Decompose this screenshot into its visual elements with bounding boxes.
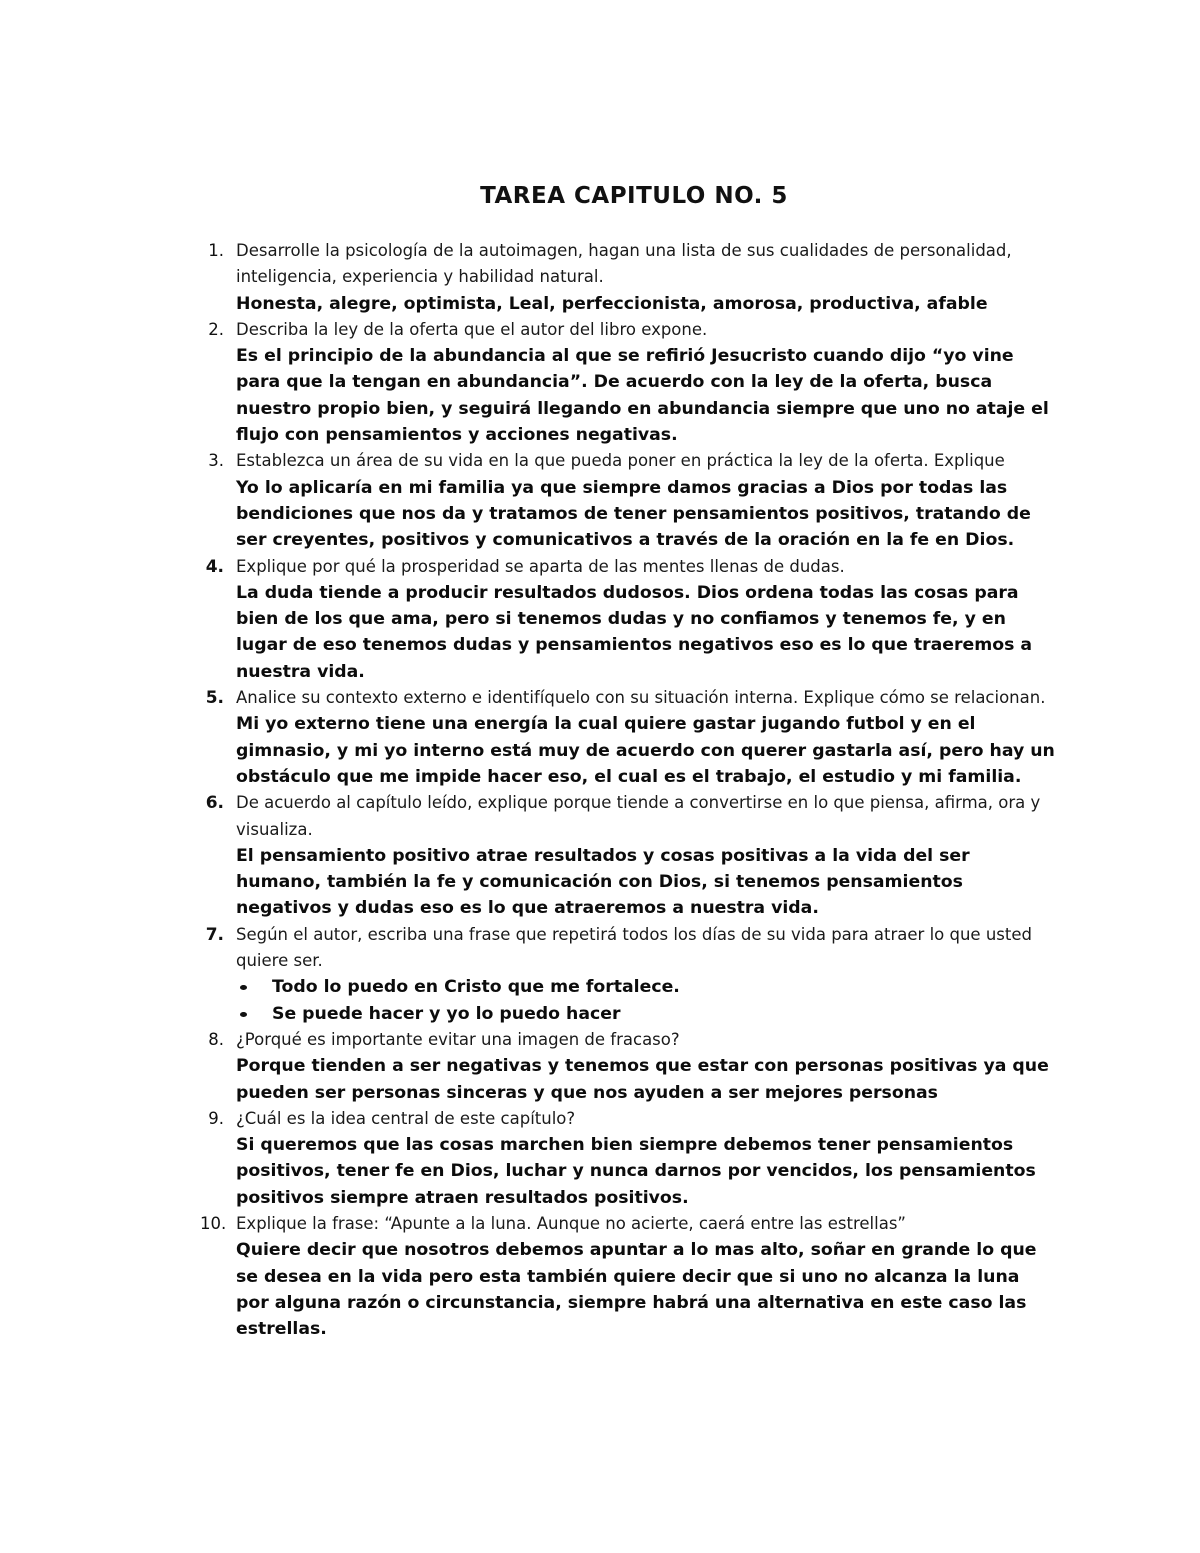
item-number: 10. <box>200 1213 227 1233</box>
question-text: Establezca un área de su vida en la que pueda poner en práctica la ley de la oferta. Explique <box>236 451 1005 471</box>
item-number: 4. <box>205 556 224 577</box>
list-item <box>0 1211 1200 1342</box>
answer-text: Es el principio de la abundancia al que se refirió Jesucristo cuando dijo “yo vine para que la tengan en abundancia”. De acuerdo con la ley de la oferta, busca nuestro propio bien, y seguirá llegando en abundancia siempre que uno no ataje el flujo con pensamientos y acciones negativas. <box>236 346 1049 446</box>
list-item <box>0 317 1200 448</box>
question-text: De acuerdo al capítulo leído, explique porque tiende a convertirse en lo que piensa, afirma, ora y visualiza. <box>236 793 1041 839</box>
page-title: TAREA CAPITULO NO. 5 <box>480 183 788 209</box>
item-number: 6. <box>205 793 224 814</box>
question-text: Desarrolle la psicología de la autoimagen, hagan una lista de sus cualidades de personalidad, inteligencia, experiencia y habilidad natural. <box>236 241 1012 287</box>
answer-text: El pensamiento positivo atrae resultados y cosas positivas a la vida del ser humano, también la fe y comunicación con Dios, si tenemos pensamientos negativos y dudas eso es lo que atraeremos a nuestra vida. <box>236 845 970 919</box>
item-number: 2. <box>208 319 224 339</box>
list-item <box>0 1027 1200 1106</box>
answer-text: Quiere decir que nosotros debemos apuntar a lo mas alto, soñar en grande lo que se desea en la vida pero esta también quiere decir que si uno no alcanza la luna por alguna razón o circunstancia, siempre habrá una alternativa en este caso las estrellas. <box>236 1240 1037 1340</box>
question-text: Explique por qué la prosperidad se aparta de las mentes llenas de dudas. <box>236 556 845 576</box>
list-item <box>0 448 1200 553</box>
answer-text: Yo lo aplicaría en mi familia ya que siempre damos gracias a Dios por todas las bendiciones que nos da y tratamos de tener pensamientos positivos, tratando de ser creyentes, positivos y comunicativos a través de la oración en la fe en Dios. <box>236 477 1031 551</box>
question-list <box>0 238 1200 1342</box>
question-text: Describa la ley de la oferta que el autor del libro expone. <box>236 319 708 339</box>
question-text: Analice su contexto externo e identifíquelo con su situación interna. Explique cómo se relacionan. <box>236 688 1046 708</box>
list-item <box>0 790 1200 921</box>
phrase-bullet-list <box>236 974 1056 1027</box>
item-number: 1. <box>208 241 224 260</box>
bullet-text: Todo lo puedo en Cristo que me fortalece. <box>272 977 680 998</box>
item-number: 9. <box>208 1108 224 1128</box>
bullet-icon <box>240 985 247 990</box>
bullet-item <box>236 1001 1056 1027</box>
list-item <box>0 238 1200 317</box>
item-number: 7. <box>205 924 224 945</box>
list-item <box>0 685 1200 790</box>
bullet-icon <box>240 1012 247 1017</box>
list-item <box>0 554 1200 685</box>
list-item <box>0 922 1200 1027</box>
answer-text: La duda tiende a producir resultados dudosos. Dios ordena todas las cosas para bien de los que ama, pero si tenemos dudas y no confiamos y tenemos fe, y en lugar de eso tenemos dudas y pensamientos negativos eso es lo que traeremos a nuestra vida. <box>236 582 1033 682</box>
bullet-text: Se puede hacer y yo lo puedo hacer <box>272 1003 621 1024</box>
question-text: Según el autor, escriba una frase que repetirá todos los días de su vida para atraer lo que usted quiere ser. <box>236 924 1032 971</box>
answer-text: Porque tienden a ser negativas y tenemos que estar con personas positivas ya que pueden ser personas sinceras y que nos ayuden a ser mejores personas <box>236 1056 1049 1103</box>
question-text: Explique la frase: “Apunte a la luna. Aunque no acierte, caerá entre las estrellas” <box>236 1213 906 1233</box>
answer-text: Honesta, alegre, optimista, Leal, perfeccionista, amorosa, productiva, afable <box>236 293 988 314</box>
question-text: ¿Cuál es la idea central de este capítulo? <box>236 1108 576 1128</box>
question-text: ¿Porqué es importante evitar una imagen de fracaso? <box>236 1029 680 1049</box>
item-number: 8. <box>208 1029 224 1049</box>
item-number: 5. <box>205 688 224 709</box>
answer-text: Si queremos que las cosas marchen bien siempre debemos tener pensamientos positivos, tener fe en Dios, luchar y nunca darnos por vencidos, los pensamientos positivos siempre atraen resultados positivos. <box>236 1135 1036 1208</box>
item-number: 3. <box>208 451 224 471</box>
list-item <box>0 1106 1200 1211</box>
bullet-item <box>236 974 1056 1000</box>
answer-text: Mi yo externo tiene una energía la cual quiere gastar jugando futbol y en el gimnasio, y mi yo interno está muy de acuerdo con querer gastarla así, pero hay un obstáculo que me impide hacer eso, el cual es el trabajo, el estudio y mi familia. <box>236 714 1055 787</box>
